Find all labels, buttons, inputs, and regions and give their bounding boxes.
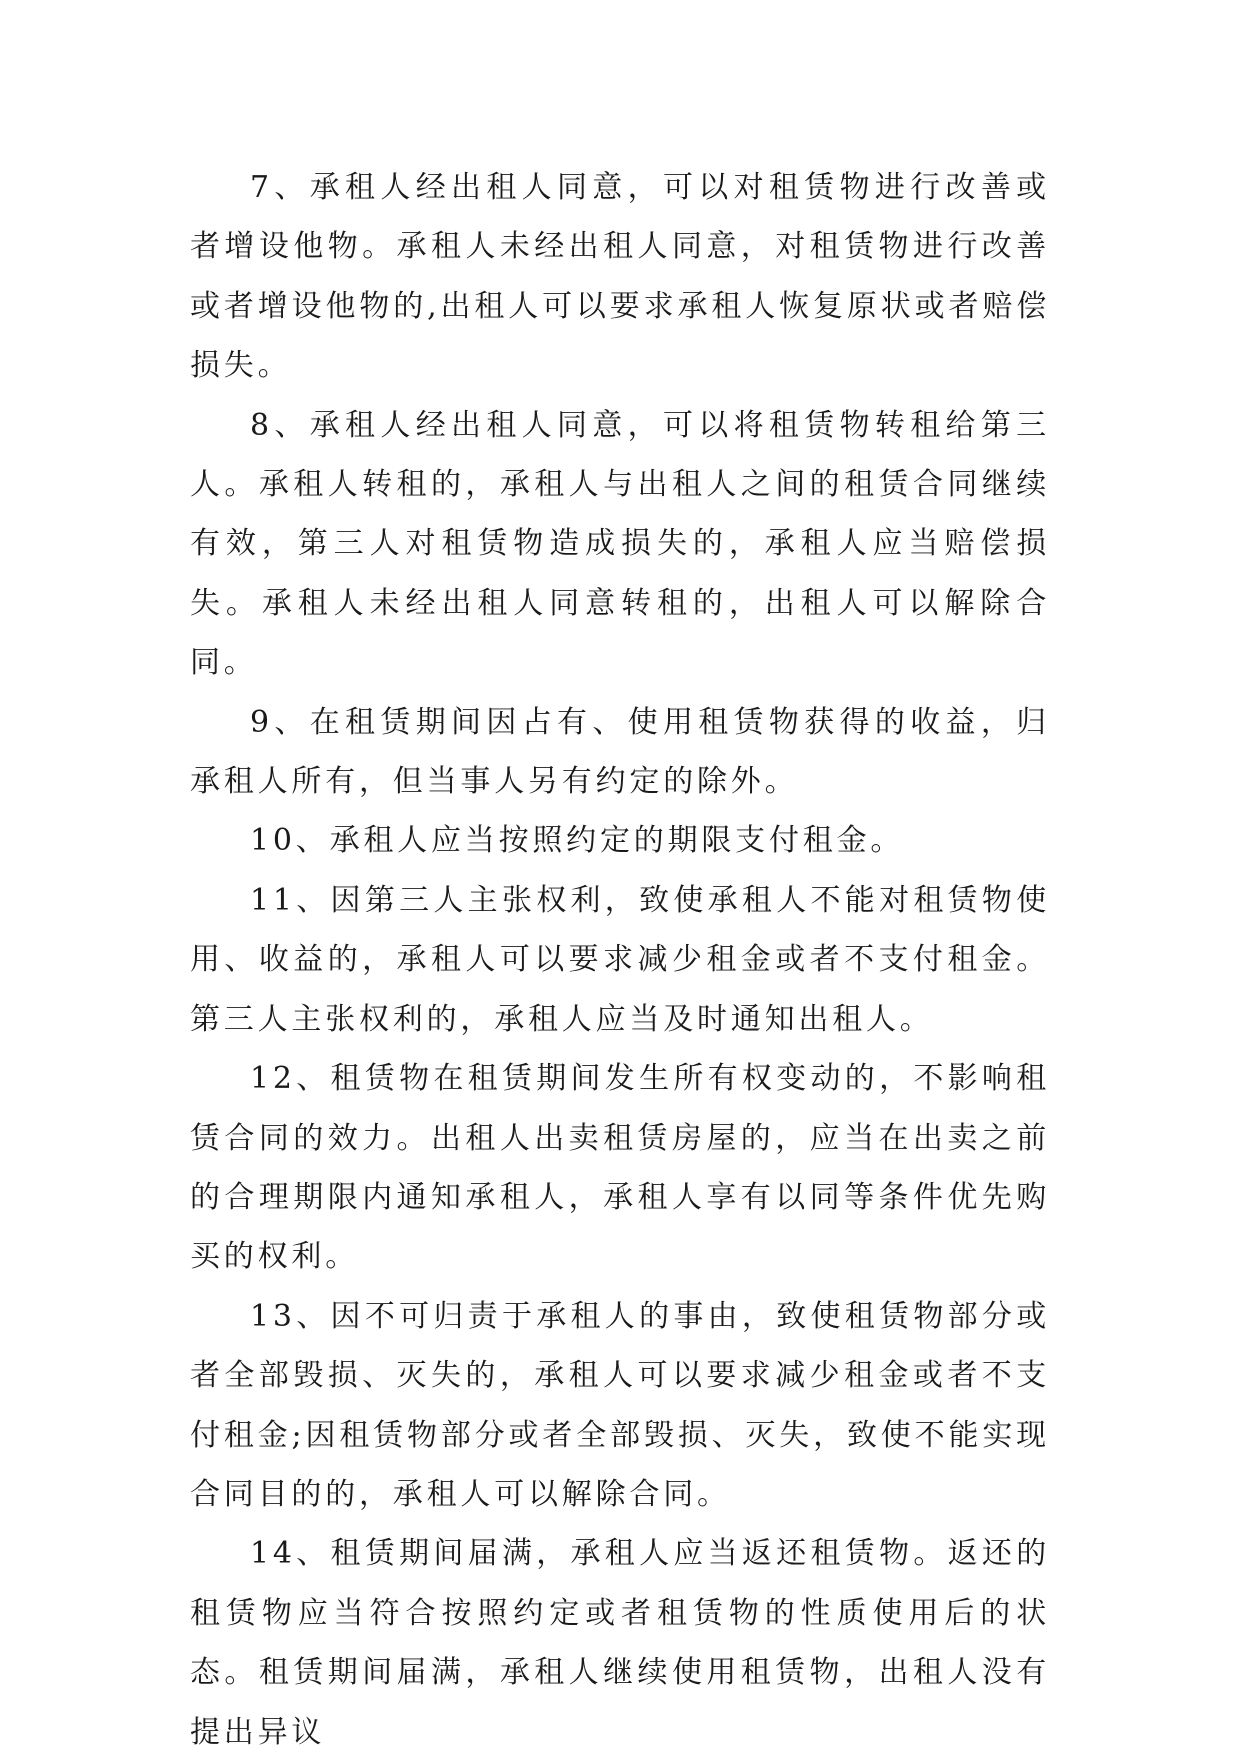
contract-clauses: [190, 158, 1050, 1762]
clause-8: 8、承租人经出租人同意，可以将租赁物转租给第三人。承租人转租的，承租人与出租人之间的租赁合同继续有效，第三人对租赁物造成损失的，承租人应当赔偿损失。承租人未经出租人同意转租的，出租人可以解除合同。: [190, 407, 1050, 681]
clause-10: 10、承租人应当按照约定的期限支付租金。: [250, 823, 905, 859]
clause-7: 7、承租人经出租人同意，可以对租赁物进行改善或者增设他物。承租人未经出租人同意，对租赁物进行改善或者增设他物的,出租人可以要求承租人恢复原状或者赔偿损失。: [190, 170, 1050, 384]
clause-9: 9、在租赁期间因占有、使用租赁物获得的收益，归承租人所有，但当事人另有约定的除外。: [190, 704, 1050, 800]
clause-12: 12、租赁物在租赁期间发生所有权变动的，不影响租赁合同的效力。出租人出卖租赁房屋的，应当在出卖之前的合理期限内通知承租人，承租人享有以同等条件优先购买的权利。: [190, 1061, 1050, 1275]
clause-13: 13、因不可归责于承租人的事由，致使租赁物部分或者全部毁损、灭失的，承租人可以要求减少租金或者不支付租金;因租赁物部分或者全部毁损、灭失，致使不能实现合同目的的，承租人可以解除合同。: [190, 1298, 1050, 1512]
clause-11: 11、因第三人主张权利，致使承租人不能对租赁物使用、收益的，承租人可以要求减少租金或者不支付租金。第三人主张权利的，承租人应当及时通知出租人。: [190, 882, 1050, 1037]
clause-14: 14、租赁期间届满，承租人应当返还租赁物。返还的租赁物应当符合按照约定或者租赁物的性质使用后的状态。租赁期间届满，承租人继续使用租赁物，出租人没有提出异议: [190, 1536, 1050, 1750]
